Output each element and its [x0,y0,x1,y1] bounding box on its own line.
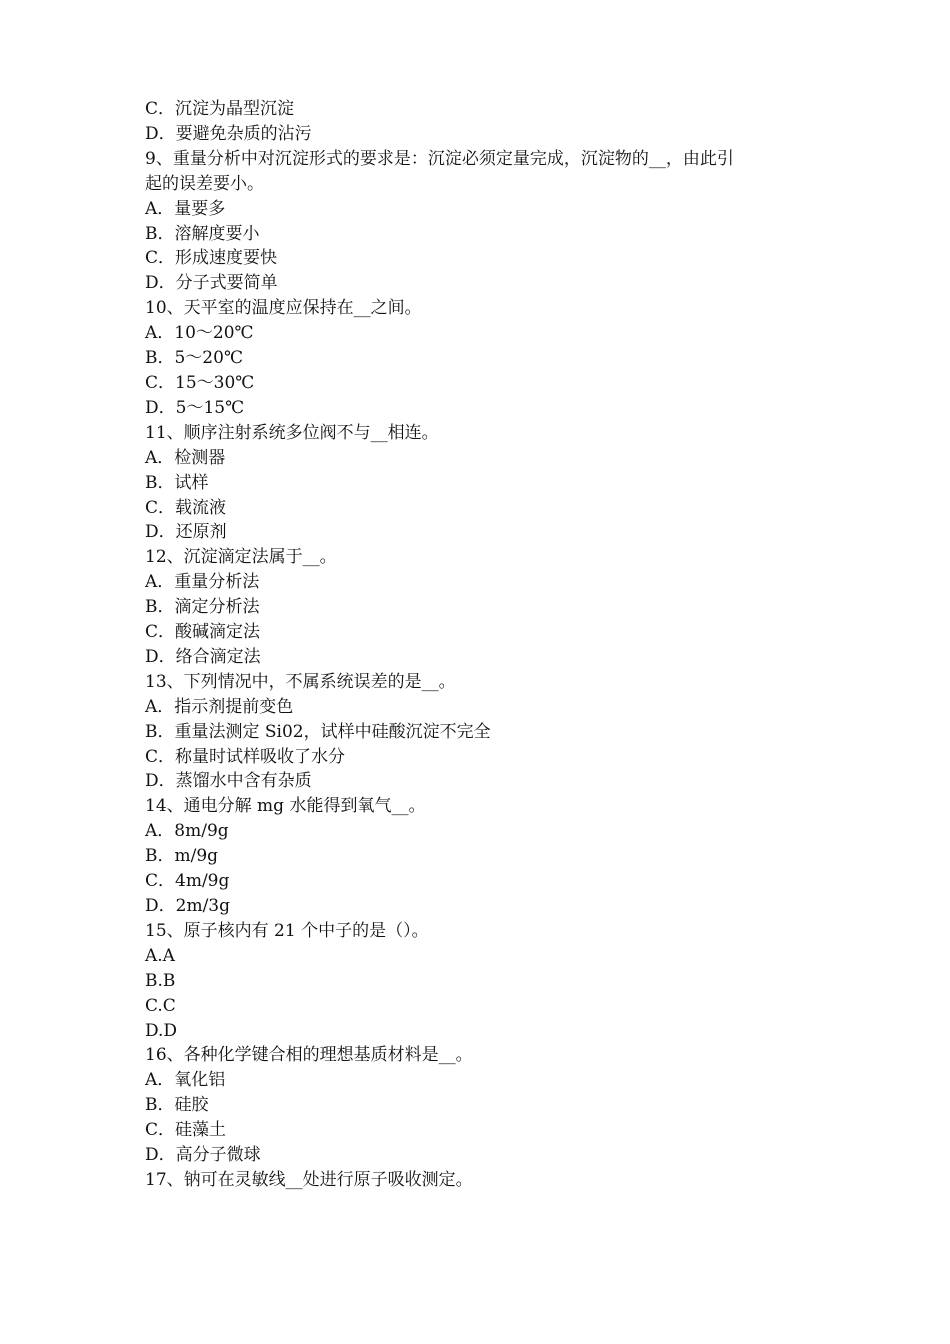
question-line: 10、天平室的温度应保持在__之间。 [145,298,422,319]
question-line: 9、重量分析中对沉淀形式的要求是：沉淀必须定量完成，沉淀物的__，由此引 [145,148,734,169]
option-line: A．重量分析法 [145,572,260,593]
option-line: C．形成速度要快 [145,248,278,269]
option-line: B．重量法测定 Si02，试样中硅酸沉淀不完全 [145,721,491,742]
option-line: D．分子式要简单 [145,273,278,294]
option-line: D.D [145,1020,178,1041]
option-line: D．要避免杂质的沾污 [145,123,312,144]
option-line: C．15～30℃ [145,372,255,393]
option-line: B．试样 [145,472,209,493]
option-line: A．量要多 [145,198,226,219]
question-line: 15、原子核内有 21 个中子的是（）。 [145,920,429,941]
option-line: A．10～20℃ [145,323,254,344]
option-line: B．硅胶 [145,1095,209,1116]
option-line: C．载流液 [145,497,227,518]
option-line: A．指示剂提前变色 [145,696,294,717]
option-line: D．高分子微球 [145,1145,261,1166]
option-line: B．m/9g [145,846,219,867]
document-body [145,97,815,1193]
question-line-continued: 起的误差要小。 [145,173,264,194]
question-line: 14、通电分解 mg 水能得到氧气__。 [145,796,426,817]
option-line: C．4m/9g [145,871,230,892]
option-line: B.B [145,970,176,991]
option-line: C.C [145,995,176,1016]
option-line: A．检测器 [145,447,226,468]
question-line: 16、各种化学键合相的理想基质材料是__。 [145,1045,473,1066]
option-line: A．氧化铝 [145,1070,226,1091]
option-line: D．2m/3g [145,896,230,916]
option-line: B．溶解度要小 [145,223,260,244]
option-line: D．蒸馏水中含有杂质 [145,771,312,792]
option-line: B．5～20℃ [145,348,243,369]
question-line: 13、下列情况中，不属系统误差的是__。 [145,671,456,692]
question-line: 12、沉淀滴定法属于__。 [145,547,337,568]
question-line: 17、钠可在灵敏线__处进行原子吸收测定。 [145,1169,473,1190]
option-line: B．滴定分析法 [145,597,260,618]
option-line: C．沉淀为晶型沉淀 [145,99,295,119]
option-line: C．称量时试样吸收了水分 [145,746,346,767]
option-line: A.A [145,945,175,966]
question-line: 11、顺序注射系统多位阀不与__相连。 [145,422,439,443]
option-line: C．硅藻土 [145,1120,227,1141]
option-line: C．酸碱滴定法 [145,622,261,643]
option-line: D．5～15℃ [145,397,245,418]
option-line: A．8m/9g [145,821,229,842]
option-line: D．络合滴定法 [145,646,261,667]
option-line: D．还原剂 [145,522,227,543]
